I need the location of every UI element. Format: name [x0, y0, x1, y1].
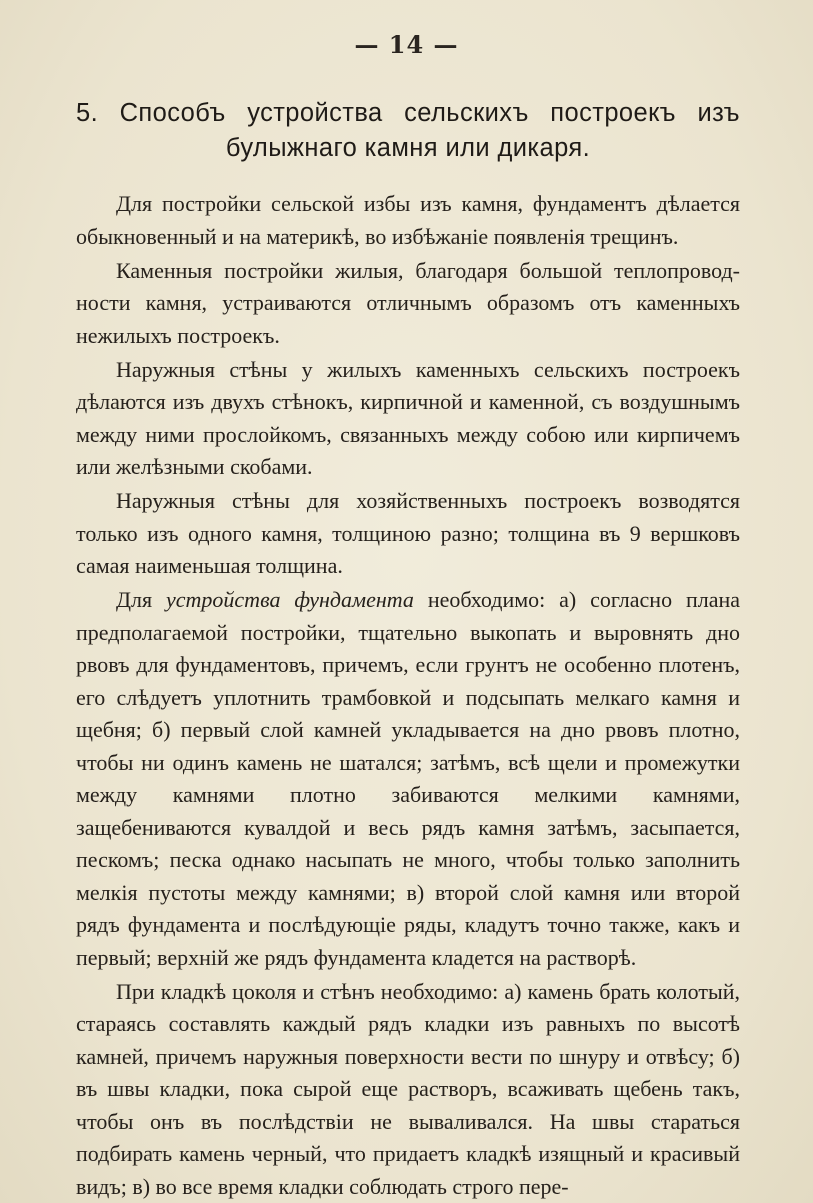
section-heading-line-2: булыжнаго камня или дикаря.: [225, 134, 591, 162]
paragraph-3: Наружныя стѣны у жилыхъ каменныхъ сельскихъ построекъ дѣлаются изъ двухъ стѣнокъ, кирпичной и каменной, съ воздушнымъ между ними прослойкомъ, связанныхъ между собою или кирпичемъ или желѣзными скобами.: [76, 356, 740, 479]
paragraph-4: Наружныя стѣны для хозяйственныхъ построекъ возводятся только изъ одного камня, толщиною разно; толщина въ 9 вершковъ самая наименьшая толщина.: [76, 488, 740, 578]
paragraph-5-rest: необходимо: а) согласно плана предполагаемой постройки, тщательно выкопать и выровнять дно рвовъ для фундаментовъ, причемъ, если грунтъ не особенно плотенъ, его слѣдуетъ уплотнить трамбовкой и подсыпать мелкаго камня и щебня; б) первый слой камней укладывается на дно рвовъ плотно, чтобы ни одинъ камень не шатался; затѣмъ, всѣ щели и промежутки между камнями плотно забиваются мелкими камнями, защебениваются кувалдой и весь рядъ камня затѣмъ, засыпается, пескомъ; песка однако насыпать не много, чтобы только заполнить мелкія пустоты между камнями; в) второй слой камня или второй рядъ фундамента и послѣдующіе ряды, кладутъ точно также, какъ и первый; верхній же рядъ фундамента кладется на растворѣ.: [76, 587, 741, 970]
paragraph-5: [76, 584, 740, 974]
paragraph-6: При кладкѣ цоколя и стѣнъ необходимо: а) камень брать колотый, стараясь составлять каждый рядъ кладки изъ равныхъ по высотѣ камней, причемъ наружныя поверхности вести по шнуру и отвѣсу; б) въ швы кладки, пока сырой еще растворъ, всаживать щебень такъ, чтобы онъ въ послѣдствіи не вываливался. На швы стараться подбирать камень черный, что придаетъ кладкѣ изящный и красивый видъ; в) во все время кладки соблюдать строго пере-: [76, 978, 740, 1199]
paragraph-1: Для постройки сельской избы изъ камня, фундаментъ дѣлается обыкновенный и на материкѣ, во избѣжаніе появленія трещинъ.: [76, 191, 740, 249]
paragraph-5-lead: Для: [116, 587, 153, 612]
page-number: — 14 —: [354, 30, 459, 59]
body-text: [76, 188, 740, 1203]
paragraph-2: Каменныя постройки жилыя, благодаря большой теплопроводности камня, устраиваются отличнымъ образомъ отъ каменныхъ нежилыхъ построекъ.: [76, 257, 740, 348]
paragraph-5-emphasis: устройства фундамента: [166, 587, 414, 612]
section-heading-line-1: 5. Способъ устройства сельскихъ построекъ изъ: [76, 99, 740, 127]
section-heading: [76, 96, 740, 166]
